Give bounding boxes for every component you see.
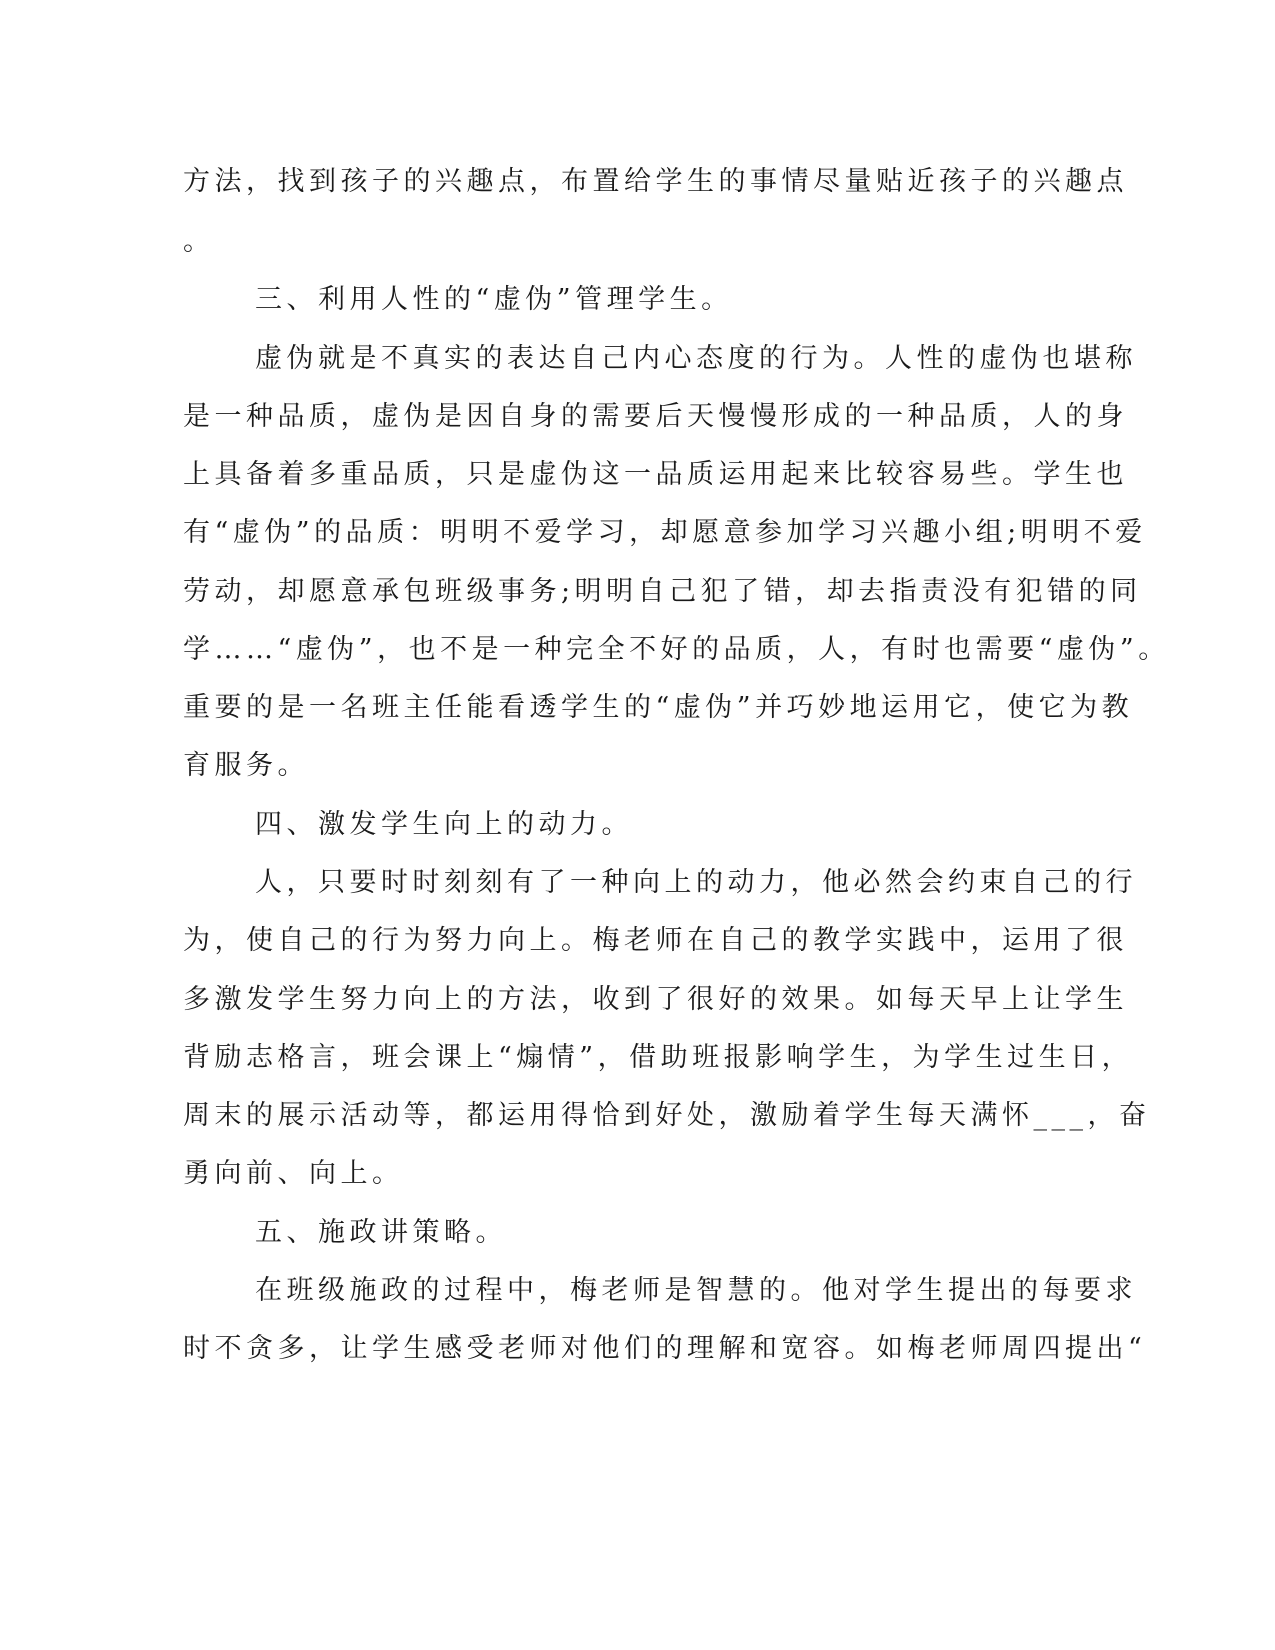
text-line: 。 (183, 226, 215, 257)
section-heading: 五、施政讲策略。 (255, 1217, 507, 1248)
text-line: 时不贪多，让学生感受老师对他们的理解和宽容。如梅老师周四提出“ (183, 1333, 1147, 1364)
text-line: 重要的是一名班主任能看透学生的“虚伪”并巧妙地运用它，使它为教 (183, 692, 1134, 723)
text-line: 背励志格言，班会课上“煽情”，借助班报影响学生，为学生过生日， (183, 1042, 1134, 1073)
text-line: 上具备着多重品质，只是虚伪这一品质运用起来比较容易些。学生也 (183, 459, 1128, 490)
text-line: 多激发学生努力向上的方法，收到了很好的效果。如每天早上让学生 (183, 984, 1128, 1015)
section-heading: 四、激发学生向上的动力。 (255, 809, 633, 840)
text-line: 虚伪就是不真实的表达自己内心态度的行为。人性的虚伪也堪称 (255, 343, 1137, 374)
section-heading: 三、利用人性的“虚伪”管理学生。 (255, 284, 733, 315)
text-line: 在班级施政的过程中，梅老师是智慧的。他对学生提出的每要求 (255, 1275, 1137, 1306)
text-line: 劳动，却愿意承包班级事务;明明自己犯了错，却去指责没有犯错的同 (183, 576, 1142, 607)
text-line: 是一种品质，虚伪是因自身的需要后天慢慢形成的一种品质，人的身 (183, 401, 1128, 432)
text-line: 为，使自己的行为努力向上。梅老师在自己的教学实践中，运用了很 (183, 925, 1128, 956)
text-line: 学……“虚伪”，也不是一种完全不好的品质，人，有时也需要“虚伪”。 (183, 634, 1170, 665)
text-line: 育服务。 (183, 750, 309, 781)
text-line: 方法，找到孩子的兴趣点，布置给学生的事情尽量贴近孩子的兴趣点 (183, 166, 1128, 197)
text-line: 勇向前、向上。 (183, 1158, 404, 1189)
text-line: 周末的展示活动等，都运用得恰到好处，激励着学生每天满怀___，奋 (183, 1100, 1151, 1131)
text-line: 有“虚伪”的品质：明明不爱学习，却愿意参加学习兴趣小组;明明不爱 (183, 517, 1147, 548)
text-line: 人，只要时时刻刻有了一种向上的动力，他必然会约束自己的行 (255, 867, 1137, 898)
